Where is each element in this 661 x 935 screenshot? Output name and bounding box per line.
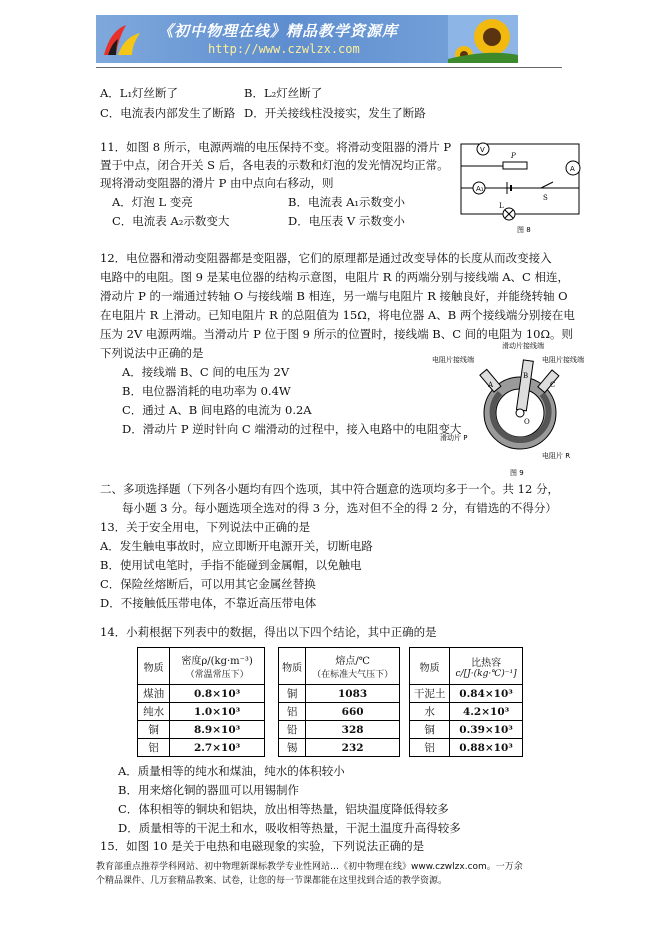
table-cell: 锡 <box>279 739 306 757</box>
density-col-header-value <box>170 648 265 685</box>
table-cell: 铜 <box>138 721 170 739</box>
section2-heading-line1: 二、多项选择题（下列各小题均有四个选项，其中符合题意的选项均多于一个。共 12 分， <box>100 482 559 496</box>
q12-stem-line5: 压为 2V 电源两端。当滑动片 P 位于图 9 所示的位置时，接线端 B、C 间的电阻为 10Ω。则 <box>100 327 573 341</box>
q12-stem-line4: 在电阻片 R 上滑动。已知电阻片 R 的总阻值为 15Ω，将电位器 A、B 两个接线端分别接在电 <box>100 308 575 322</box>
fig9-label-left-terminal: 电阻片接线端 <box>432 356 474 364</box>
table-cell: 0.84×10³ <box>450 685 523 703</box>
table-cell: 煤油 <box>138 685 170 703</box>
q12-option-a: A．接线端 B、C 间的电压为 2V <box>122 365 290 379</box>
q14-option-a: A．质量相等的纯水和煤油，纯水的体积较小 <box>118 764 345 778</box>
table-cell: 0.88×10³ <box>450 739 523 757</box>
fig9-label-right-terminal: 电阻片接线端 <box>542 356 584 364</box>
q12-stem-line1: 12．电位器和滑动变阻器都是变阻器，它们的原理都是通过改变导体的长度从而改变接入 <box>100 251 552 265</box>
q11-option-d: D．电压表 V 示数变小 <box>288 214 405 228</box>
q11-option-b: B．电流表 A₁示数变小 <box>288 195 406 209</box>
q12-stem-line3: 滑动片 P 的一端通过转轴 O 与接线端 B 相连，另一端与电阻片 R 接触良好，并能绕转轴 O <box>100 289 568 303</box>
fig8-label-a2: A <box>570 165 575 173</box>
table-cell: 水 <box>410 703 450 721</box>
q13-option-b: B．使用试电笔时，手指不能碰到金属帽，以免触电 <box>100 558 362 572</box>
table-cell: 8.9×10³ <box>170 721 265 739</box>
q14-option-b: B．用来熔化铜的器皿可以用锡制作 <box>118 783 299 797</box>
table-cell: 2.7×10³ <box>170 739 265 757</box>
fig8-caption: 图 8 <box>517 226 531 234</box>
fig9-label-slider-terminal: 滑动片接线端 <box>502 342 544 350</box>
fig9-caption: 图 9 <box>510 469 524 477</box>
footer-line1: 教育部重点推荐学科网站、初中物理新课标教学专业性网站…《初中物理在线》www.czwlzx.com。一万余 <box>96 862 523 872</box>
melting-header-sub: （在标准大气压下） <box>312 670 394 680</box>
fig9-label-a: A <box>488 381 494 389</box>
fig8-label-s: S <box>543 194 548 202</box>
heat-header-label: 比热容 <box>471 657 502 669</box>
table-cell: 0.39×10³ <box>450 721 523 739</box>
table-cell: 纯水 <box>138 703 170 721</box>
table-cell: 干泥土 <box>410 685 450 703</box>
q11-option-c: C．电流表 A₂示数变大 <box>112 214 230 228</box>
specific-heat-table <box>409 647 523 757</box>
melting-header-label: 熔点/℃ <box>335 656 370 667</box>
q12-option-c: C．通过 A、B 间电路的电流为 0.2A <box>122 403 312 417</box>
table-cell: 铜 <box>279 685 306 703</box>
q11-stem-line2: 置于中点，闭合开关 S 后，各电表的示数和灯泡的发光情况均正常。 <box>100 158 449 172</box>
fig8-label-v: V <box>480 146 485 154</box>
sunflower-icon <box>448 15 518 63</box>
density-header-label: 密度ρ/(kg·m⁻³) <box>181 656 253 667</box>
site-title: 《初中物理在线》精品教学资源库 <box>158 22 399 40</box>
fig8-label-a1: A₁ <box>476 185 484 193</box>
table-cell: 铝 <box>138 739 170 757</box>
q10-option-a: A．L₁灯丝断了 <box>100 86 179 100</box>
q13-option-c: C．保险丝熔断后，可以用其它金属丝替换 <box>100 577 316 591</box>
q11-stem-line1: 11．如图 8 所示，电源两端的电压保持不变。将滑动变阻器的滑片 P <box>100 140 452 154</box>
melting-col-header-substance: 物质 <box>279 648 306 685</box>
q13-stem: 13．关于安全用电，下列说法中正确的是 <box>100 520 311 534</box>
table-cell: 铅 <box>279 721 306 739</box>
table-cell: 328 <box>306 721 400 739</box>
table-cell: 1083 <box>306 685 400 703</box>
site-url[interactable]: http://www.czwlzx.com <box>208 42 360 56</box>
density-col-header-substance: 物质 <box>138 648 170 685</box>
fig9-label-o: O <box>524 418 530 426</box>
q11-stem-line3: 现将滑动变阻器的滑片 P 由中点向右移动，则 <box>100 176 334 190</box>
table-cell: 铜 <box>410 721 450 739</box>
table-cell: 1.0×10³ <box>170 703 265 721</box>
melting-col-header-value <box>306 648 400 685</box>
q12-stem-line2: 电路中的电阻。图 9 是某电位器的结构示意图，电阻片 R 的两端分别与接线端 A、C 相连， <box>100 270 570 284</box>
table-cell: 铝 <box>410 739 450 757</box>
site-logo-icon <box>102 21 142 57</box>
q12-option-d: D．滑动片 P 逆时针向 C 端滑动的过程中，接入电路中的电阻变大 <box>122 422 462 436</box>
q10-option-d: D．开关接线柱没接实，发生了断路 <box>244 106 426 120</box>
table-cell: 0.8×10³ <box>170 685 265 703</box>
q13-option-a: A．发生触电事故时，应立即断开电源开关，切断电路 <box>100 539 373 553</box>
q14-data-tables <box>137 647 523 757</box>
table-cell: 660 <box>306 703 400 721</box>
q12-stem-line6: 下列说法中正确的是 <box>100 346 204 360</box>
section2-heading-line2: 每小题 3 分。每小题选项全选对的得 3 分，选对但不全的得 2 分，有错选的不得分） <box>122 501 557 515</box>
table-cell: 铝 <box>279 703 306 721</box>
table-cell: 232 <box>306 739 400 757</box>
heat-col-header-value <box>450 648 523 685</box>
q13-option-d: D．不接触低压带电体，不靠近高压带电体 <box>100 596 317 610</box>
density-header-sub: （常温常压下） <box>185 670 249 680</box>
q10-option-c: C．电流表内部发生了断路 <box>100 106 236 120</box>
table-cell: 4.2×10³ <box>450 703 523 721</box>
density-table <box>137 647 265 757</box>
q15-stem: 15．如图 10 是关于电热和电磁现象的实验，下列说法正确的是 <box>100 839 425 853</box>
fig9-label-c: C <box>550 381 556 389</box>
q14-option-d: D．质量相等的干泥土和水，吸收相等热量，干泥土温度升高得较多 <box>118 821 461 835</box>
figure-9-potentiometer <box>430 338 590 478</box>
q11-option-a: A．灯泡 L 变亮 <box>112 195 193 209</box>
q12-option-b: B．电位器消耗的电功率为 0.4W <box>122 384 291 398</box>
fig9-label-b: B <box>523 372 529 380</box>
header-divider <box>96 67 562 68</box>
fig8-label-p: P <box>511 152 516 160</box>
melting-point-table <box>278 647 400 757</box>
heat-col-header-substance: 物质 <box>410 648 450 685</box>
q14-stem: 14．小莉根据下列表中的数据，得出以下四个结论，其中正确的是 <box>100 625 437 639</box>
page-footer <box>96 860 566 888</box>
figure-8-circuit <box>455 138 590 238</box>
q10-option-b: B．L₂灯丝断了 <box>244 86 323 100</box>
header-banner <box>96 15 518 63</box>
heat-header-sub: c/[J·(kg·℃)⁻¹] <box>455 668 517 679</box>
fig8-label-l: L <box>499 202 504 210</box>
footer-line2: 个精品课件、几万套精品教案、试卷，让您的每一节课都能在这里找到合适的教学资源。 <box>96 876 448 886</box>
q14-option-c: C．体积相等的铜块和铝块，放出相等热量，铝块温度降低得较多 <box>118 802 449 816</box>
fig9-label-resistor-r: 电阻片 R <box>542 452 571 460</box>
fig9-label-slider-p: 滑动片 P <box>440 434 468 442</box>
